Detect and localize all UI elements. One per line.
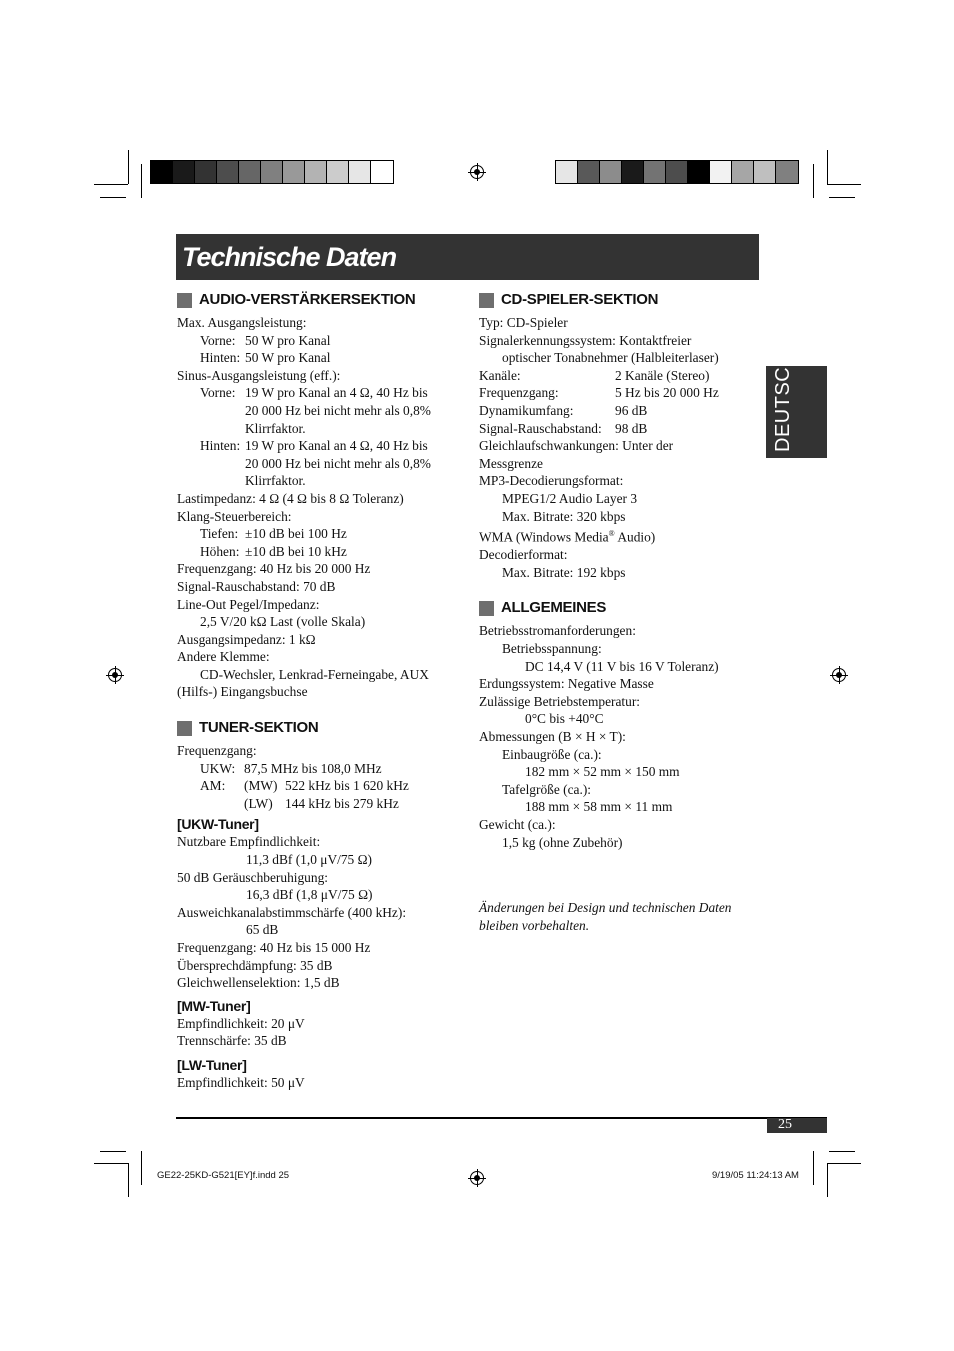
color-patch — [688, 161, 710, 183]
section-bullet-icon — [177, 293, 192, 308]
left-column — [177, 290, 467, 1092]
section-heading-general: ALLGEMEINES — [479, 598, 764, 620]
cd-specs: Typ: CD-Spieler Signalerkennungssystem: Kontaktfreier optischer Tonabnehmer (Halbleiterlaser) Kanäle: 2 Kanäle (Stereo) Frequenzgang: 5 Hz bis 20 000 Hz Dynamikumfang: 96 dB Signal-Rauschabstand: 98 dB Gleichlaufschwankungen: Unter der Messgrenze MP3-Decodierungsformat: MPEG1/2 Audio Layer 3 Max. Bitrate: 320 kbps WMA (Windows Media® Audio) Decodierformat: Max. Bitrate: 192 kbps — [479, 315, 719, 580]
section-heading-audio: AUDIO-VERSTÄRKERSEKTION — [177, 290, 467, 312]
color-patch — [371, 161, 393, 183]
color-patch — [644, 161, 666, 183]
page-title: Technische Daten — [182, 242, 397, 272]
subheading-lw-tuner: [LW-Tuner] — [177, 1056, 247, 1073]
file-slug: GE22-25KD-G521[EY]f.indd 25 — [157, 1170, 290, 1181]
color-patch — [173, 161, 195, 183]
color-patch — [622, 161, 644, 183]
subheading-mw-tuner: [MW-Tuner] — [177, 997, 251, 1014]
color-bar-left — [150, 160, 394, 184]
color-patch — [283, 161, 305, 183]
print-timestamp: 9/19/05 11:24:13 AM — [712, 1170, 799, 1181]
color-patch — [305, 161, 327, 183]
right-column — [479, 290, 764, 934]
color-patch — [556, 161, 578, 183]
color-patch — [710, 161, 732, 183]
general-specs: Betriebsstromanforderungen: Betriebsspannung: DC 14,4 V (11 V bis 16 V Toleranz) Erdungssystem: Negative Masse Zulässige Betriebstemperatur: 0°C bis +40°C Abmessungen (B × H × T): Einbaugröße (ca.): 182 mm × 52 mm × 150 mm Tafelgröße (ca.): 188 mm × 58 mm × 11 mm Gewicht (ca.): 1,5 kg (ohne Zubehör) — [479, 623, 719, 850]
registration-target-icon — [108, 668, 122, 682]
subheading-ukw-tuner: [UKW-Tuner] — [177, 816, 259, 833]
registration-target-icon — [832, 668, 846, 682]
color-patch — [239, 161, 261, 183]
tuner-specs: Frequenzgang: UKW: 87,5 MHz bis 108,0 MHz AM: (MW) 522 kHz bis 1 620 kHz (LW) 144 kHz bis 279 kHz — [177, 743, 409, 811]
registration-target-icon — [470, 1171, 484, 1185]
section-heading-tuner: TUNER-SEKTION — [177, 718, 467, 740]
language-tab — [766, 351, 827, 458]
footer-rule — [176, 1117, 827, 1119]
color-patch — [327, 161, 349, 183]
title-bar — [176, 234, 759, 280]
color-patch — [151, 161, 173, 183]
section-bullet-icon — [177, 721, 192, 736]
color-bar-right — [555, 160, 799, 184]
color-patch — [217, 161, 239, 183]
page-number-box — [767, 1118, 827, 1133]
lw-specs: Empfindlichkeit: 50 μV — [177, 1074, 305, 1090]
color-patch — [732, 161, 754, 183]
registration-target-icon — [470, 165, 484, 179]
page-number: 25 — [778, 1117, 792, 1132]
audio-specs: Max. Ausgangsleistung: Vorne: 50 W pro Kanal Hinten: 50 W pro Kanal Sinus-Ausgangsleistung (eff.): Vorne: 19 W pro Kanal an 4 Ω, 40 Hz bis 20 000 Hz bei nicht mehr als 0,8% Klirrfaktor. Hinten: 19 W pro Kanal an 4 Ω, 40 Hz bis 20 000 Hz bei nicht mehr als 0,8% Klirrfaktor. Lastimpedanz: 4 Ω (4 Ω bis 8 Ω Toleranz) Klang-Steuerbereich: Tiefen: ±10 dB bei 100 Hz Höhen: ±10 dB bei 10 kHz Frequenzgang: 40 Hz bis 20 000 Hz Signal-Rauschabstand: 70 dB Line-Out Pegel/Impedanz: 2,5 V/20 kΩ Last (volle Skala) Ausgangsimpedanz: 1 kΩ Andere Klemme: CD-Wechsler, Lenkrad-Ferneingabe, AUX (Hilfs-) Eingangsbuchse — [177, 315, 431, 700]
color-patch — [195, 161, 217, 183]
color-patch — [754, 161, 776, 183]
language-tab-label: DEUTSCH — [772, 351, 794, 452]
color-patch — [666, 161, 688, 183]
color-patch — [776, 161, 798, 183]
mw-specs: Empfindlichkeit: 20 μV Trennschärfe: 35 dB — [177, 1015, 305, 1049]
disclaimer-note: Änderungen bei Design und technischen Daten bleiben vorbehalten. — [479, 900, 732, 933]
color-patch — [600, 161, 622, 183]
color-patch — [349, 161, 371, 183]
ukw-specs: Nutzbare Empfindlichkeit: 11,3 dBf (1,0 μV/75 Ω) 50 dB Geräuschberuhigung: 16,3 dBf (1,8 μV/75 Ω) Ausweichkanalabstimmschärfe (400 kHz): 65 dB Frequenzgang: 40 Hz bis 15 000 Hz Übersprechdämpfung: 35 dB Gleichwellenselektion: 1,5 dB — [177, 834, 407, 991]
section-bullet-icon — [479, 293, 494, 308]
color-patch — [261, 161, 283, 183]
section-heading-cd: CD-SPIELER-SEKTION — [479, 290, 764, 312]
color-patch — [578, 161, 600, 183]
section-bullet-icon — [479, 601, 494, 616]
